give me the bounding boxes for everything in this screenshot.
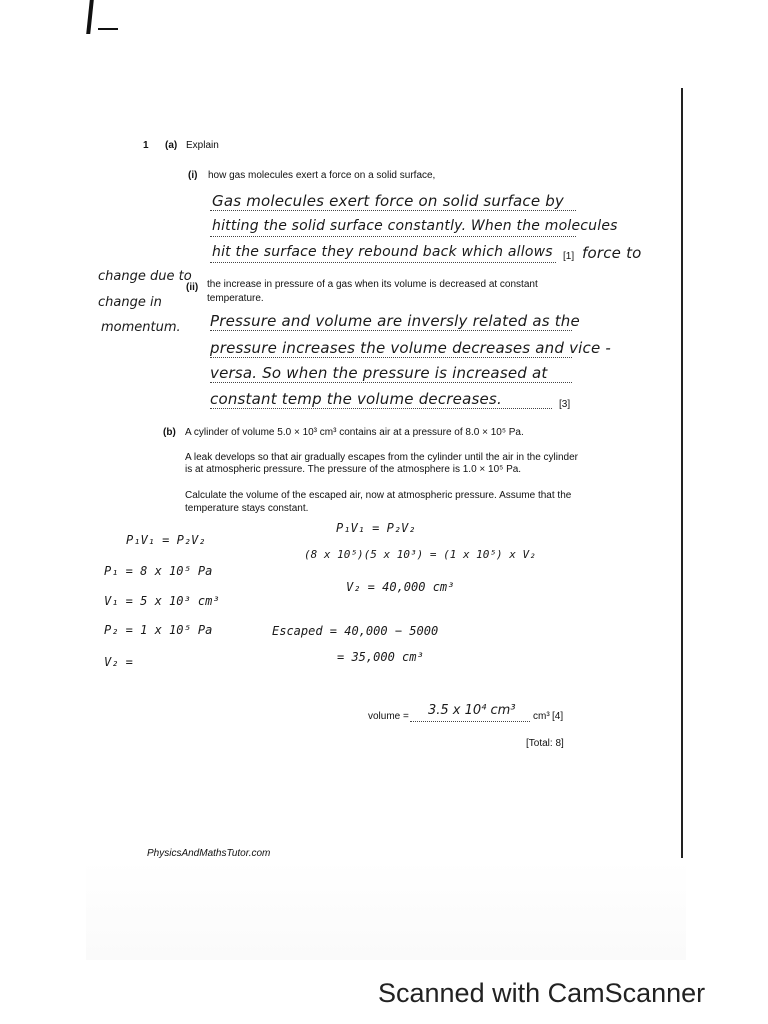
answer-line [210,262,556,263]
sub-ii-prompt-line: the increase in pressure of a gas when its volume is decreased at constant [207,279,538,290]
page-right-edge [681,88,683,858]
sub-ii-prompt-line: temperature. [207,293,264,304]
part-b-text: temperature stays constant. [185,503,309,514]
answer-line [210,357,572,358]
working-left-line: V₁ = 5 x 10³ cm³ [104,594,220,608]
working-right-line: P₁V₁ = P₂V₂ [336,521,416,535]
scan-edge-mark [86,0,94,34]
margin-note-line: change in [98,295,162,310]
scan-edge-mark [98,28,118,30]
part-b-label: (b) [163,427,176,438]
sub-i-label: (i) [188,170,198,181]
marks-ii: [3] [559,399,571,410]
answer-unit: cm³ [533,711,550,722]
working-left-line: P₂ = 1 x 10⁵ Pa [104,623,213,637]
total-marks: [Total: 8] [526,738,564,749]
part-b-text: A cylinder of volume 5.0 × 10³ cm³ contains air at a pressure of 8.0 × 10⁵ Pa. [185,427,524,438]
handwritten-continuation: force to [582,244,642,262]
answer-line [210,210,576,211]
part-a-title: Explain [186,140,219,151]
answer-line [410,721,530,722]
working-left-line: P₁ = 8 x 10⁵ Pa [104,564,213,578]
page-shadow [86,860,686,960]
handwritten-answer-line: Pressure and volume are inversly related as the [210,312,580,330]
answer-line [210,330,572,331]
working-right-line: = 35,000 cm³ [337,650,424,664]
handwritten-answer-line: hitting the solid surface constantly. When the molecules [212,218,618,234]
working-right-line: (8 x 10⁵)(5 x 10³) = (1 x 10⁵) x V₂ [304,548,536,561]
working-left-line: V₂ = [104,655,133,669]
handwritten-answer-line: hit the surface they rebound back which allows [212,244,553,260]
question-number: 1 [143,140,149,151]
sub-ii-label: (ii) [186,282,199,293]
answer-line [210,382,572,383]
marks-i: [1] [563,251,575,262]
scanner-watermark: Scanned with CamScanner [378,978,706,1008]
part-b-text: is at atmospheric pressure. The pressure of the atmosphere is 1.0 × 10⁵ Pa. [185,464,522,475]
working-right-line: Escaped = 40,000 − 5000 [272,624,439,638]
answer-label: volume = [368,711,409,722]
working-left-line: P₁V₁ = P₂V₂ [126,533,206,547]
part-b-text: A leak develops so that air gradually escapes from the cylinder until the air in the cylinder [185,452,578,463]
marks-b: [4] [552,711,564,722]
working-right-line: V₂ = 40,000 cm³ [346,580,455,594]
answer-line [210,236,576,237]
part-b-text: Calculate the volume of the escaped air, now at atmospheric pressure. Assume that the [185,490,572,501]
answer-line [210,408,552,409]
handwritten-final-answer: 3.5 x 10⁴ cm³ [428,703,516,718]
part-a-label: (a) [165,140,178,151]
handwritten-answer-line: versa. So when the pressure is increased at [210,364,548,382]
footer-source: PhysicsAndMathsTutor.com [147,848,271,859]
margin-note-line: momentum. [101,320,181,335]
handwritten-answer-line: Gas molecules exert force on solid surface by [212,192,565,210]
margin-note-line: change due to [98,269,192,284]
handwritten-answer-line: pressure increases the volume decreases and vice - [210,339,611,357]
sub-i-prompt: how gas molecules exert a force on a solid surface, [208,170,436,181]
handwritten-answer-line: constant temp the volume decreases. [210,390,502,408]
